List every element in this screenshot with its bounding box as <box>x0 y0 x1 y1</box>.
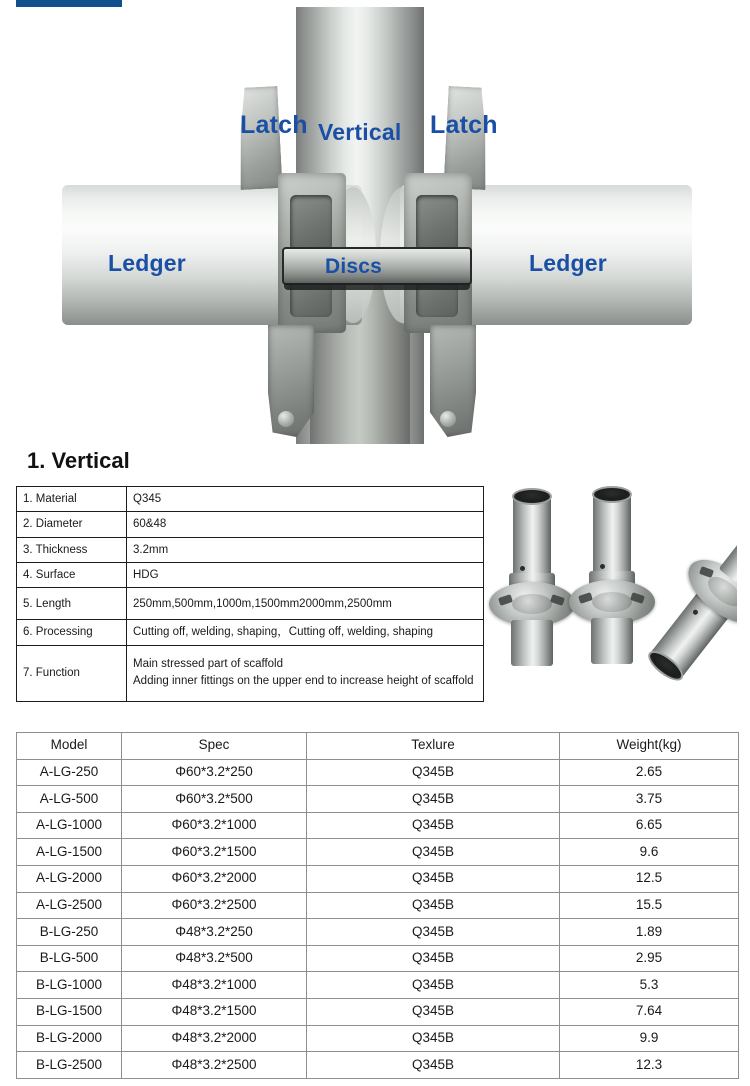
latch-pin-left <box>278 411 294 427</box>
spec-key: 7. Function <box>17 645 127 701</box>
table-row <box>17 812 739 839</box>
spec-key: 1. Material <box>17 487 127 512</box>
spec-key: 2. Diameter <box>17 512 127 537</box>
spec-row <box>17 537 484 562</box>
cell-weight: 12.5 <box>560 865 739 892</box>
column-header-model: Model <box>17 733 122 760</box>
rosette-disc-shadow <box>284 283 470 290</box>
cell-texture: Q345B <box>307 786 560 813</box>
top-accent-bar <box>16 0 122 7</box>
cell-spec: Φ48*3.2*2000 <box>122 1025 307 1052</box>
cell-model: B-LG-1000 <box>17 972 122 999</box>
cell-weight: 1.89 <box>560 919 739 946</box>
table-row <box>17 972 739 999</box>
table-row <box>17 1052 739 1079</box>
cell-weight: 6.65 <box>560 812 739 839</box>
spec-value: 3.2mm <box>127 537 484 562</box>
table-row <box>17 919 739 946</box>
column-header-texture: Texlure <box>307 733 560 760</box>
table-row <box>17 865 739 892</box>
cell-texture: Q345B <box>307 839 560 866</box>
standard-2-lower-tube <box>591 618 633 664</box>
vertical-spec-table <box>16 486 484 702</box>
cell-model: A-LG-2000 <box>17 865 122 892</box>
table-row <box>17 839 739 866</box>
spec-row <box>17 562 484 587</box>
cell-weight: 9.6 <box>560 839 739 866</box>
spec-value: 60&48 <box>127 512 484 537</box>
cell-model: B-LG-2000 <box>17 1025 122 1052</box>
cell-texture: Q345B <box>307 812 560 839</box>
annotation-discs: Discs <box>325 255 383 278</box>
standard-1-socket-mouth <box>512 488 552 505</box>
annotation-ledger-right: Ledger <box>529 250 607 276</box>
cell-weight: 15.5 <box>560 892 739 919</box>
annotation-latch-right: Latch <box>430 111 498 139</box>
spec-row <box>17 512 484 537</box>
spec-key: 3. Thickness <box>17 537 127 562</box>
spec-row <box>17 645 484 701</box>
table-row <box>17 945 739 972</box>
standard-2-pin-hole <box>600 564 605 569</box>
cell-model: B-LG-250 <box>17 919 122 946</box>
cell-spec: Φ60*3.2*2500 <box>122 892 307 919</box>
column-header-spec: Spec <box>122 733 307 760</box>
cell-spec: Φ60*3.2*1000 <box>122 812 307 839</box>
cell-model: B-LG-500 <box>17 945 122 972</box>
ringlock-joint-photo <box>0 7 750 444</box>
cell-texture: Q345B <box>307 945 560 972</box>
spec-key: 6. Processing <box>17 620 127 645</box>
annotation-ledger-left: Ledger <box>108 250 186 276</box>
cell-texture: Q345B <box>307 759 560 786</box>
cell-spec: Φ48*3.2*250 <box>122 919 307 946</box>
spec-value: Cutting off, welding, shaping，Cutting off, welding, shaping <box>127 620 484 645</box>
ledger-head-left-pocket-top <box>290 195 332 251</box>
cell-texture: Q345B <box>307 892 560 919</box>
cell-texture: Q345B <box>307 972 560 999</box>
ledger-head-right-pocket-top <box>416 195 458 251</box>
spec-value: Main stressed part of scaffold Adding inner fittings on the upper end to increase height of scaffold <box>127 645 484 701</box>
spec-row <box>17 588 484 620</box>
latch-pin-right <box>440 411 456 427</box>
cell-model: A-LG-250 <box>17 759 122 786</box>
spec-value: HDG <box>127 562 484 587</box>
standard-2-socket-mouth <box>592 486 632 503</box>
vertical-standard-product-photo <box>487 478 737 720</box>
spec-row <box>17 620 484 645</box>
cell-texture: Q345B <box>307 919 560 946</box>
cell-model: A-LG-1500 <box>17 839 122 866</box>
cell-spec: Φ48*3.2*500 <box>122 945 307 972</box>
cell-spec: Φ60*3.2*1500 <box>122 839 307 866</box>
cell-texture: Q345B <box>307 998 560 1025</box>
standard-1-pin-hole <box>520 566 525 571</box>
spec-key: 5. Length <box>17 588 127 620</box>
cell-texture: Q345B <box>307 1052 560 1079</box>
spec-value: Q345 <box>127 487 484 512</box>
table-body <box>17 759 739 1078</box>
cell-model: A-LG-2500 <box>17 892 122 919</box>
standard-1-lower-tube <box>511 620 553 666</box>
cell-spec: Φ48*3.2*1000 <box>122 972 307 999</box>
annotation-latch-left: Latch <box>240 111 308 139</box>
cell-spec: Φ48*3.2*2500 <box>122 1052 307 1079</box>
cell-model: A-LG-1000 <box>17 812 122 839</box>
cell-model: B-LG-2500 <box>17 1052 122 1079</box>
table-row <box>17 786 739 813</box>
cell-weight: 7.64 <box>560 998 739 1025</box>
table-row <box>17 892 739 919</box>
cell-texture: Q345B <box>307 1025 560 1052</box>
table-row <box>17 759 739 786</box>
column-header-weight: Weight(kg) <box>560 733 739 760</box>
cell-model: B-LG-1500 <box>17 998 122 1025</box>
table-row <box>17 1025 739 1052</box>
table-row <box>17 998 739 1025</box>
annotation-vertical: Vertical <box>318 119 402 145</box>
cell-weight: 2.65 <box>560 759 739 786</box>
photo-stage <box>0 7 750 444</box>
section-title: 1. Vertical <box>27 448 130 473</box>
cell-spec: Φ60*3.2*2000 <box>122 865 307 892</box>
spec-value: 250mm,500mm,1000m,1500mm2000mm,2500mm <box>127 588 484 620</box>
cell-spec: Φ48*3.2*1500 <box>122 998 307 1025</box>
cell-weight: 12.3 <box>560 1052 739 1079</box>
cell-spec: Φ60*3.2*250 <box>122 759 307 786</box>
cell-spec: Φ60*3.2*500 <box>122 786 307 813</box>
cell-model: A-LG-500 <box>17 786 122 813</box>
cell-weight: 9.9 <box>560 1025 739 1052</box>
spec-key: 4. Surface <box>17 562 127 587</box>
table-header-row <box>17 733 739 760</box>
cell-texture: Q345B <box>307 865 560 892</box>
spec-row <box>17 487 484 512</box>
cell-weight: 2.95 <box>560 945 739 972</box>
cell-weight: 5.3 <box>560 972 739 999</box>
vertical-model-table <box>16 732 739 1079</box>
cell-weight: 3.75 <box>560 786 739 813</box>
